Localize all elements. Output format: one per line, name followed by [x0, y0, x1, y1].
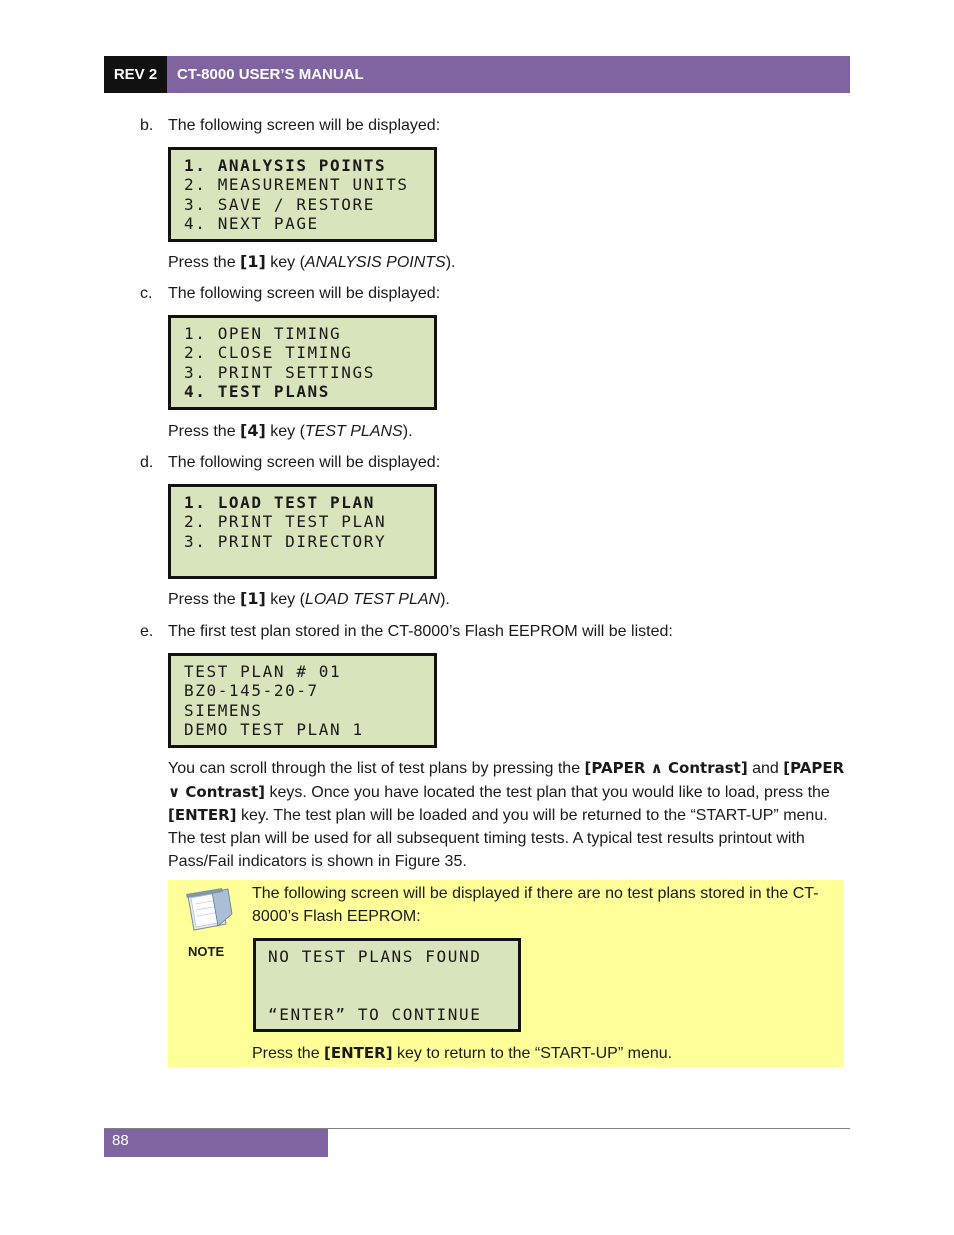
step-intro-e: The first test plan stored in the CT-8000’s Flash EEPROM will be listed:: [168, 623, 673, 640]
notepad-icon: [182, 886, 236, 936]
lcd-line: [268, 986, 518, 1005]
step-letter-b: b.: [140, 117, 154, 134]
lcd-screen-test-plan-listing: [168, 653, 437, 748]
lcd-line: [268, 966, 518, 985]
lcd-line: 3. SAVE / RESTORE: [184, 194, 375, 214]
lcd-line: 2. PRINT TEST PLAN: [184, 512, 387, 532]
manual-title: CT-8000 USER’S MANUAL: [167, 56, 850, 93]
lcd-line: 1. OPEN TIMING: [184, 324, 342, 343]
lcd-screen-analysis-menu: [168, 315, 437, 410]
lcd-line: BZ0-145-20-7: [184, 681, 319, 701]
lcd-line: 1. LOAD TEST PLAN: [184, 493, 375, 512]
lcd-line: 2. MEASUREMENT UNITS: [184, 175, 409, 195]
lcd-line: SIEMENS: [184, 700, 263, 720]
key-label: [PAPER ∧ Contrast]: [584, 759, 748, 777]
press-instruction-c: [168, 420, 413, 443]
para-text: and: [747, 760, 784, 777]
note-text: The following screen will be displayed if there are no test plans stored in the CT-8000’s Flash EEPROM:: [252, 885, 819, 925]
press-text: Press the: [168, 423, 241, 440]
lcd-line: 2. CLOSE TIMING: [184, 343, 353, 363]
key-label: [PAPER ∨ Contrast]: [168, 759, 845, 801]
lcd-line: 4. TEST PLANS: [184, 381, 331, 401]
press-instruction-b: [168, 251, 456, 274]
para-text: keys. Once you have located the test plan that you would like to load, press the: [265, 783, 830, 801]
step-letter-d: d.: [140, 454, 154, 471]
press-text: Press the: [168, 591, 241, 608]
lcd-screen-no-test-plans: [253, 938, 521, 1032]
press-text: key to return to the “START-UP” menu.: [392, 1045, 673, 1062]
press-instruction-d: [168, 588, 450, 611]
revision-label: REV 2: [104, 56, 167, 93]
page-number: 88: [104, 1129, 328, 1157]
para-text: You can scroll through the list of test plans by pressing the: [168, 760, 585, 777]
lcd-line: [184, 551, 434, 570]
key-label: [1]: [240, 252, 266, 271]
lcd-line: 4. NEXT PAGE: [184, 213, 319, 233]
key-label: [1]: [240, 589, 266, 608]
lcd-screen-test-plans-menu: [168, 484, 437, 579]
note-box: [168, 880, 844, 1067]
key-label: [ENTER]: [324, 1044, 393, 1062]
press-text: key (: [265, 423, 305, 440]
para-text: key. The test plan will be loaded and you will be returned to the “START-UP” menu. The test plan will be used for all subsequent timing tests. A typical test results printout with Pass/Fail indicators is shown in Figure 35.: [168, 807, 828, 870]
press-text: Press the: [168, 254, 241, 271]
key-name: TEST PLANS: [304, 423, 403, 440]
key-name: LOAD TEST PLAN: [304, 591, 441, 608]
press-text: ).: [402, 423, 413, 440]
scroll-instructions: [168, 757, 848, 874]
press-text: key (: [265, 591, 305, 608]
note-press-instruction: [252, 1042, 672, 1065]
lcd-line: 3. PRINT SETTINGS: [184, 362, 375, 382]
step-letter-e: e.: [140, 623, 154, 640]
lcd-line: 1. ANALYSIS POINTS: [184, 156, 387, 175]
key-label: [4]: [240, 421, 266, 440]
lcd-line: “ENTER” TO CONTINUE: [268, 1004, 482, 1024]
step-intro-d: The following screen will be displayed:: [168, 454, 441, 471]
page-header: [104, 56, 850, 93]
press-text: ).: [440, 591, 450, 608]
note-label: NOTE: [188, 944, 225, 959]
press-text: Press the: [252, 1045, 325, 1062]
lcd-line: TEST PLAN # 01: [184, 662, 342, 681]
lcd-screen-main-menu: [168, 147, 437, 242]
lcd-line: DEMO TEST PLAN 1: [184, 719, 364, 739]
lcd-line: 3. PRINT DIRECTORY: [184, 531, 387, 551]
step-intro-c: The following screen will be displayed:: [168, 285, 441, 302]
lcd-line: NO TEST PLANS FOUND: [268, 947, 482, 966]
key-name: ANALYSIS POINTS: [304, 254, 446, 271]
step-letter-c: c.: [140, 285, 153, 302]
step-intro-b: The following screen will be displayed:: [168, 117, 441, 134]
press-text: ).: [445, 254, 456, 271]
press-text: key (: [265, 254, 305, 271]
key-label: [ENTER]: [168, 806, 237, 825]
